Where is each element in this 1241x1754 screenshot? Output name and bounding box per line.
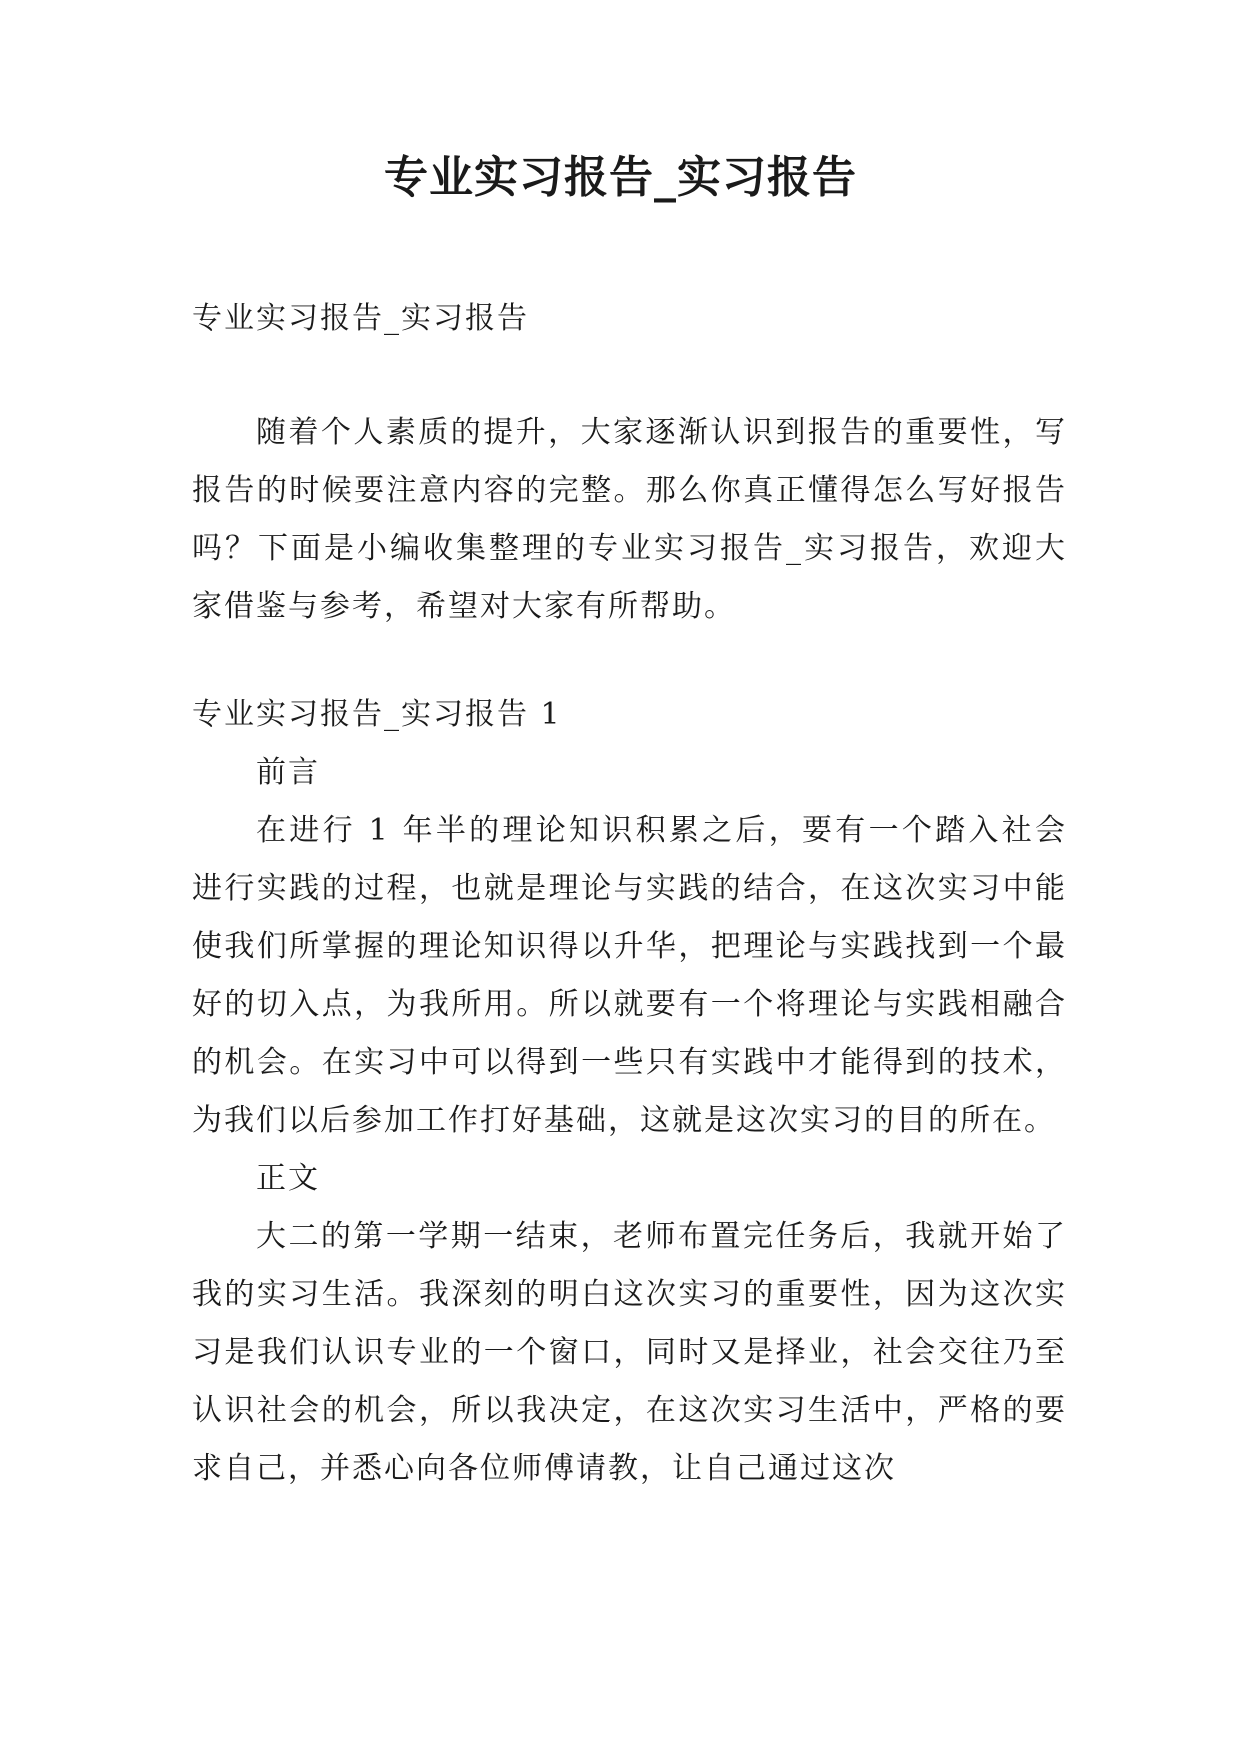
document-subtitle: 专业实习报告_实习报告 — [192, 301, 529, 336]
spacer — [192, 348, 1067, 404]
preface-paragraph: 在进行 1 年半的理论知识积累之后，要有一个踏入社会进行实践的过程，也就是理论与实践的结合，在这次实习中能使我们所掌握的理论知识得以升华，把理论与实践找到一个最好的切入点，为我所用。所以就要有一个将理论与实践相融合的机会。在实习中可以得到一些只有实践中才能得到的技术，为我们以后参加工作打好基础，这就是这次实习的目的所在。 — [192, 813, 1067, 1138]
spacer — [192, 636, 1067, 686]
body-label: 正文 — [256, 1161, 320, 1196]
document-body — [192, 290, 1067, 1498]
document-title: 专业实习报告_实习报告 — [384, 152, 857, 203]
intro-paragraph: 随着个人素质的提升，大家逐渐认识到报告的重要性，写报告的时候要注意内容的完整。那么你真正懂得怎么写好报告吗？下面是小编收集整理的专业实习报告_实习报告，欢迎大家借鉴与参考，希望对大家有所帮助。 — [192, 415, 1067, 624]
body-paragraph: 大二的第一学期一结束，老师布置完任务后，我就开始了我的实习生活。我深刻的明白这次实习的重要性，因为这次实习是我们认识专业的一个窗口，同时又是择业，社会交往乃至认识社会的机会，所以我决定，在这次实习生活中，严格的要求自己，并悉心向各位师傅请教，让自己通过这次 — [192, 1219, 1067, 1486]
section-heading: 专业实习报告_实习报告 1 — [192, 697, 562, 732]
preface-label: 前言 — [256, 755, 320, 790]
